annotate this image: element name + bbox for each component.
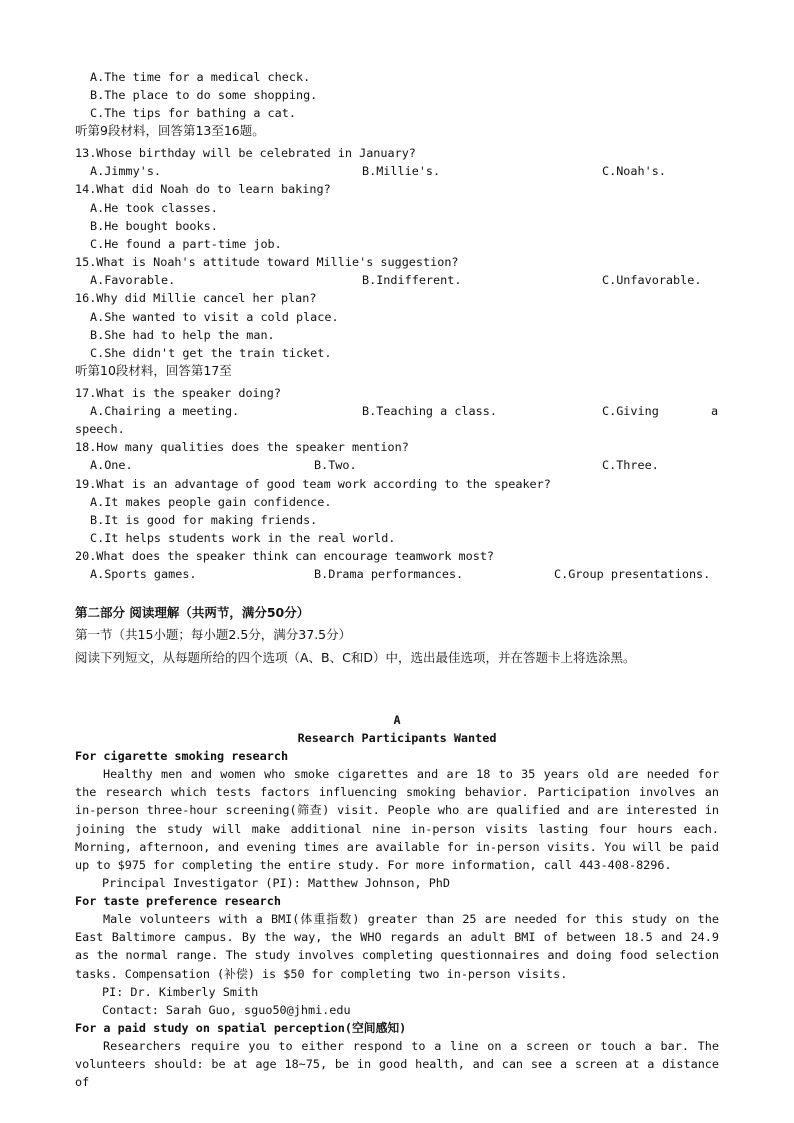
q17-option-b: B.Teaching a class. (362, 404, 497, 418)
q15-option-b: B.Indifferent. (362, 273, 462, 287)
q16-stem: 16.Why did Millie cancel her plan? (75, 291, 317, 305)
q18-option-c: C.Three. (602, 458, 659, 472)
section9-header: 听第9段材料，回答第13至16题。 (75, 123, 265, 138)
q17-stem: 17.What is the speaker doing? (75, 386, 281, 400)
q17-option-a: A.Chairing a meeting. (90, 404, 240, 418)
q20-option-c: C.Group presentations. (554, 567, 711, 581)
q15-option-a: A.Favorable. (90, 273, 176, 287)
q14-stem: 14.What did Noah do to learn baking? (75, 182, 331, 196)
q17-option-c: C.Giving (602, 404, 659, 418)
section-heading-taste: For taste preference research (75, 894, 281, 908)
q19-option-b: B.It is good for making friends. (90, 513, 318, 527)
section-body-smoking: Healthy men and women who smoke cigarettes and are 18 to 35 years old are needed for the research which tests factors influencing smoking behavior. Participation involves an in-person three-hour screening(筛查) visit. People who are qualified and are interested in joining the study will make additional nine in-person visits lasting four hours each. Morning, afternoon, and evening times are available for in-person visits. You will be paid up to $975 for completing the entire study. For more information, call 443-408-8296. (75, 767, 719, 873)
q13-option-c: C.Noah's. (602, 164, 666, 178)
q13-option-b: B.Millie's. (362, 164, 441, 178)
q15-stem: 15.What is Noah's attitude toward Millie's suggestion? (75, 255, 459, 269)
q20-stem: 20.What does the speaker think can encourage teamwork most? (75, 549, 495, 563)
q13-option-a: A.Jimmy's. (90, 164, 162, 178)
q18-stem: 18.How many qualities does the speaker mention? (75, 440, 409, 454)
section-pi-taste: PI: Dr. Kimberly Smith (102, 985, 259, 999)
q14-option-c: C.He found a part-time job. (90, 237, 282, 251)
q13-stem: 13.Whose birthday will be celebrated in January? (75, 146, 416, 160)
q14-option-a: A.He took classes. (90, 201, 218, 215)
q16-option-a: A.She wanted to visit a cold place. (90, 310, 339, 324)
q12-option-c: C.The tips for bathing a cat. (90, 106, 296, 120)
q20-option-b: B.Drama performances. (314, 567, 464, 581)
q16-option-b: B.She had to help the man. (90, 328, 275, 342)
q17-option-c-wrap: speech. (75, 422, 125, 436)
q18-option-b: B.Two. (314, 458, 357, 472)
section10-header: 听第10段材料，回答第17至 (75, 363, 232, 378)
passage-letter: A (393, 713, 401, 727)
reading-instruction: 阅读下列短文，从每题所给的四个选项（A、B、C和D）中，选出最佳选项，并在答题卡上将选涂黑。 (75, 650, 636, 665)
section-body-taste: Male volunteers with a BMI(体重指数) greater than 25 are needed for this study on the East Baltimore campus. By the way, the WHO regards an adult BMI of between 18.5 and 24.9 as the normal range. The study involves completing questionnaires and doing food selection tasks. Compensation (补偿) is $50 for completing two in-person visits. (75, 912, 719, 981)
q12-option-a: A.The time for a medical check. (90, 70, 311, 84)
section-body-spatial: Researchers require you to either respond to a line on a screen or touch a bar. The volunteers should: be at age 18~75, be in good health, and can see a screen at a distance of (75, 1039, 719, 1090)
q17-option-c-cont: a (711, 404, 719, 418)
section-contact-taste: Contact: Sarah Guo, sguo50@jhmi.edu (102, 1003, 351, 1017)
q15-option-c: C.Unfavorable. (602, 273, 702, 287)
passage-title: Research Participants Wanted (297, 731, 497, 745)
q19-option-a: A.It makes people gain confidence. (90, 495, 332, 509)
part-two-title: 第二部分 阅读理解（共两节，满分50分） (75, 605, 310, 620)
q16-option-c: C.She didn't get the train ticket. (90, 346, 332, 360)
q19-option-c: C.It helps students work in the real world. (90, 531, 396, 545)
q18-option-a: A.One. (90, 458, 133, 472)
q14-option-b: B.He bought books. (90, 219, 218, 233)
section-heading-spatial: For a paid study on spatial perception(空间感知) (75, 1021, 407, 1035)
section-heading-smoking: For cigarette smoking research (75, 749, 289, 763)
section-one-title: 第一节（共15小题；每小题2.5分，满分37.5分） (75, 627, 352, 642)
q20-option-a: A.Sports games. (90, 567, 197, 581)
section-pi-smoking: Principal Investigator (PI): Matthew Johnson, PhD (102, 876, 451, 890)
q12-option-b: B.The place to do some shopping. (90, 88, 318, 102)
q19-stem: 19.What is an advantage of good team work according to the speaker? (75, 477, 551, 491)
